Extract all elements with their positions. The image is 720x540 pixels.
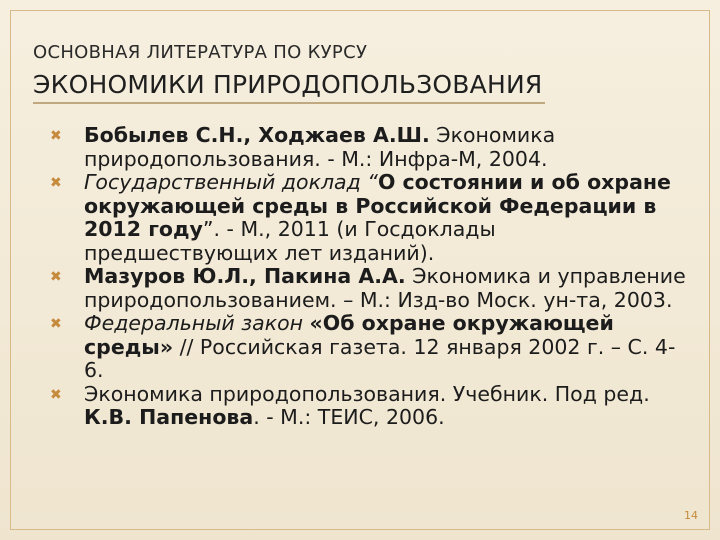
item-bold-title: О состоянии и об охране окружающей среды в Российской Федерации в 2012 году bbox=[84, 170, 671, 241]
bullet-icon: ✖ bbox=[50, 386, 62, 403]
title-line-1: ОСНОВНАЯ ЛИТЕРАТУРА ПО КУРСУ bbox=[33, 42, 368, 63]
page-number: 14 bbox=[684, 509, 698, 522]
bullet-icon: ✖ bbox=[50, 128, 62, 144]
bullet-icon: ✖ bbox=[50, 316, 62, 332]
item-text: Экономика природопользования. - М.: Инфра-М, 2004. bbox=[84, 123, 556, 171]
item-italic-lead: Государственный доклад “ bbox=[84, 170, 378, 194]
item-authors: Мазуров Ю.Л., Пакина А.А. bbox=[84, 264, 406, 288]
item-italic-lead: Федеральный закон bbox=[84, 311, 310, 335]
item-text: Экономика природопользования. Учебник. Под ред. bbox=[84, 381, 650, 406]
item-text: ”. - М., 2011 (и Госдоклады предшествующих лет изданий). bbox=[84, 217, 496, 265]
list-item bbox=[48, 124, 688, 171]
bullet-icon: ✖ bbox=[50, 175, 62, 191]
list-item bbox=[48, 383, 688, 430]
bullet-icon: ✖ bbox=[50, 269, 62, 285]
item-text: // Российская газета. 12 января 2002 г. – С. 4-6. bbox=[84, 334, 676, 382]
item-bold-title: «Об охране окружающей среды» bbox=[84, 311, 614, 359]
list-item bbox=[48, 265, 688, 312]
list-item bbox=[48, 312, 688, 383]
title-line-2: ЭКОНОМИКИ ПРИРОДОПОЛЬЗОВАНИЯ bbox=[33, 70, 543, 99]
title-underline bbox=[33, 102, 545, 104]
item-text: . - М.: ТЕИС, 2006. bbox=[253, 405, 445, 429]
list-item bbox=[48, 171, 688, 265]
item-authors: Бобылев С.Н., Ходжаев А.Ш. bbox=[84, 123, 430, 147]
reference-list bbox=[48, 124, 688, 430]
item-editor: К.В. Папенова bbox=[84, 405, 254, 429]
item-text: Экономика и управление природопользованием. – М.: Изд-во Моск. ун-та, 2003. bbox=[84, 264, 686, 312]
